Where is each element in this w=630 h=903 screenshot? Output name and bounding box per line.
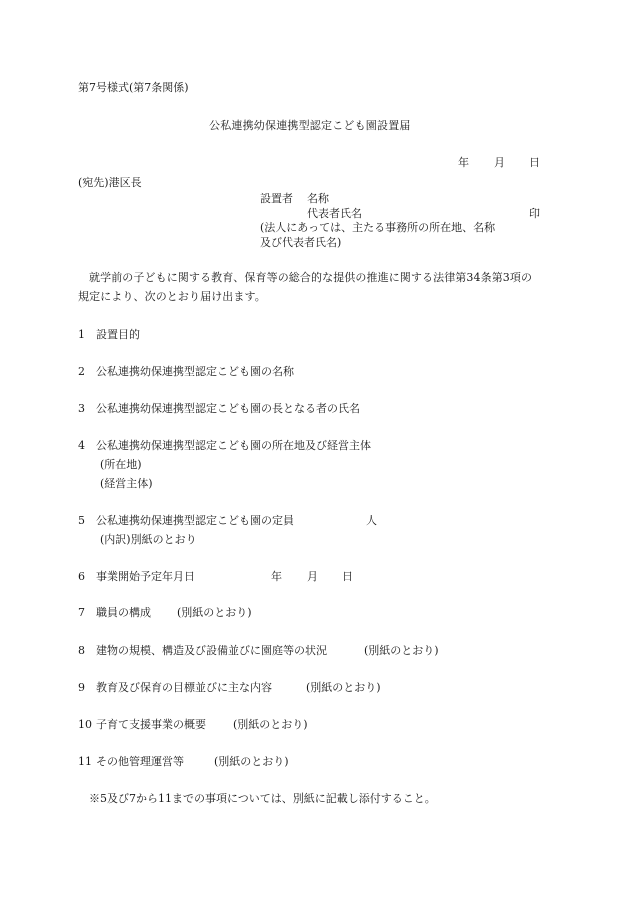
item-11-label: その他管理運営等 bbox=[96, 755, 184, 768]
item-6-day-label: 日 bbox=[342, 570, 353, 583]
item-9-number: 9 bbox=[78, 681, 85, 694]
applicant-name-label: 名称 bbox=[307, 192, 329, 205]
item-10-label: 子育て支援事業の概要 bbox=[96, 718, 206, 731]
applicant-note-line-1: (法人にあっては、主たる事務所の所在地、名称 bbox=[260, 221, 496, 234]
addressee: (宛先)港区長 bbox=[78, 176, 142, 189]
item-4-location-label: (所在地) bbox=[100, 458, 142, 471]
item-5-number: 5 bbox=[78, 514, 85, 527]
item-8-note: (別紙のとおり) bbox=[364, 644, 439, 657]
item-6-month-label: 月 bbox=[307, 570, 318, 583]
item-9-label: 教育及び保育の目標並びに主な内容 bbox=[96, 681, 272, 694]
item-6-label: 事業開始予定年月日 bbox=[96, 570, 195, 583]
item-2-number: 2 bbox=[78, 365, 85, 378]
date-day-label: 日 bbox=[529, 156, 540, 169]
item-8-label: 建物の規模、構造及び設備並びに園庭等の状況 bbox=[96, 644, 327, 657]
item-11-note: (別紙のとおり) bbox=[214, 755, 289, 768]
document-title: 公私連携幼保連携型認定こども園設置届 bbox=[209, 119, 411, 132]
item-3-number: 3 bbox=[78, 402, 85, 415]
item-10-number: 10 bbox=[78, 718, 92, 731]
item-5-capacity-unit: 人 bbox=[366, 514, 377, 527]
applicant-note-line-2: 及び代表者氏名) bbox=[260, 236, 342, 249]
item-5-label: 公私連携幼保連携型認定こども園の定員 bbox=[96, 514, 294, 527]
footnote: ※5及び7から11までの事項については、別紙に記載し添付すること。 bbox=[89, 792, 436, 805]
item-7-note: (別紙のとおり) bbox=[177, 606, 252, 619]
seal-mark: 印 bbox=[529, 207, 540, 220]
representative-name-label: 代表者氏名 bbox=[307, 207, 362, 220]
item-9-note: (別紙のとおり) bbox=[306, 681, 381, 694]
item-7-number: 7 bbox=[78, 606, 85, 619]
item-8-number: 8 bbox=[78, 644, 85, 657]
intro-line-2: 規定により、次のとおり届け出ます。 bbox=[78, 290, 266, 303]
item-11-number: 11 bbox=[78, 755, 92, 768]
item-3-label: 公私連携幼保連携型認定こども園の長となる者の氏名 bbox=[96, 402, 360, 415]
item-7-label: 職員の構成 bbox=[96, 606, 151, 619]
applicant-label: 設置者 bbox=[260, 192, 293, 205]
date-year-label: 年 bbox=[458, 156, 469, 169]
date-month-label: 月 bbox=[494, 156, 505, 169]
item-4-number: 4 bbox=[78, 439, 85, 452]
item-4-operator-label: (経営主体) bbox=[100, 477, 153, 490]
item-1-label: 設置目的 bbox=[96, 328, 140, 341]
intro-line-1: 就学前の子どもに関する教育、保育等の総合的な提供の推進に関する法律第34条第3項の bbox=[89, 271, 533, 284]
item-5-breakdown: (内訳)別紙のとおり bbox=[100, 533, 197, 546]
item-6-number: 6 bbox=[78, 570, 85, 583]
item-2-label: 公私連携幼保連携型認定こども園の名称 bbox=[96, 365, 294, 378]
item-4-label: 公私連携幼保連携型認定こども園の所在地及び経営主体 bbox=[96, 439, 371, 452]
item-1-number: 1 bbox=[78, 328, 85, 341]
item-10-note: (別紙のとおり) bbox=[233, 718, 308, 731]
item-6-year-label: 年 bbox=[271, 570, 282, 583]
form-number-label: 第7号様式(第7条関係) bbox=[78, 81, 189, 94]
